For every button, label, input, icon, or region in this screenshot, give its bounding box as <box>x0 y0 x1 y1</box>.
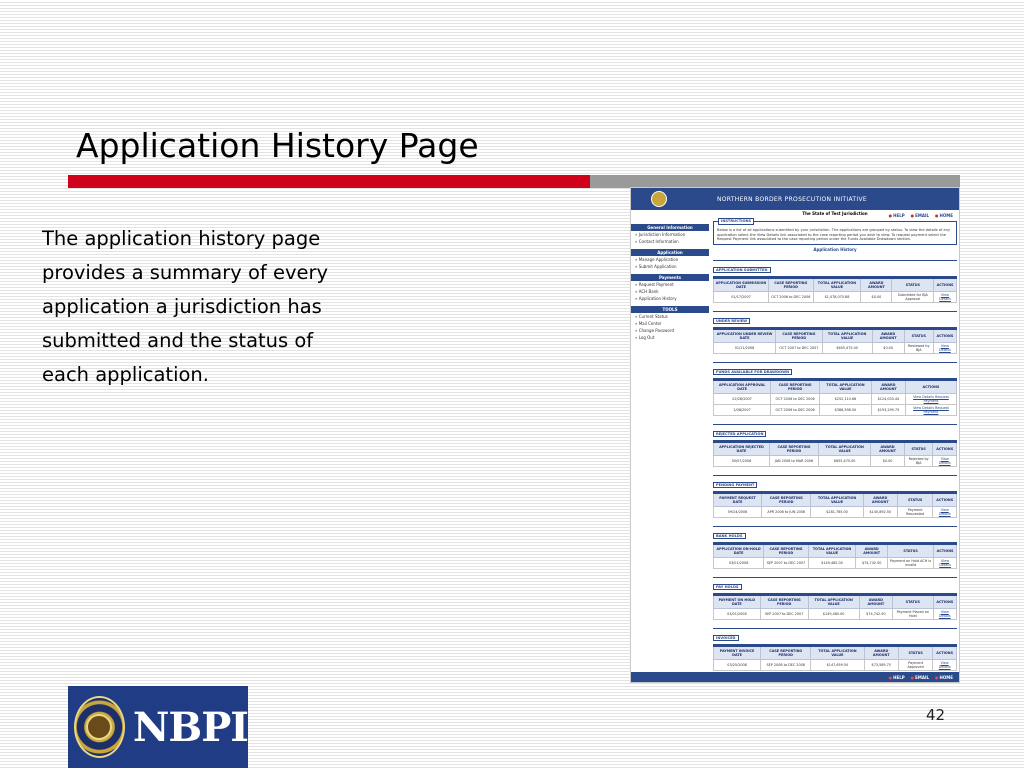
column-header: TOTAL APPLICATION VALUE <box>819 442 871 456</box>
history-section <box>713 358 957 416</box>
table-cell: APR 2006 to JUN 2006 <box>762 507 811 518</box>
sidebar-heading: TOOLS <box>631 306 709 313</box>
instructions-text: Below is a list of all applications submitted by your jurisdiction. The applications are grouped by status. To view the details of any application select the View Details link associated to the case reporting period you wish to view. To request payment select the Request Payment link associated to the case reporting period under the Funds Available Drawdown section. <box>717 228 951 242</box>
table-cell: OCT 2006 to DEC 2006 <box>771 394 820 405</box>
sidebar-item[interactable]: » ACH Bank <box>631 288 709 295</box>
column-header: STATUS <box>904 442 933 456</box>
table-cell: 09/24/2006 <box>714 507 762 518</box>
sidebar-item[interactable]: » Current Status <box>631 313 709 320</box>
table-cell: $193,299.75 <box>871 405 905 416</box>
history-section <box>713 522 957 569</box>
table-header-row <box>714 544 957 558</box>
slide-number: 42 <box>926 706 946 724</box>
history-table <box>713 542 957 569</box>
table-row <box>714 405 957 416</box>
link-home[interactable]: ● HOME <box>935 675 953 680</box>
view-details-link[interactable]: View Details <box>938 610 951 619</box>
view-details-link[interactable]: View Details Request Payment <box>913 395 949 404</box>
column-header: TOTAL APPLICATION VALUE <box>808 595 859 609</box>
table-cell: Payment on Hold ACH is invalid <box>888 558 934 569</box>
column-header: CASE REPORTING PERIOD <box>776 329 823 343</box>
section-label: INVOICED <box>713 635 739 641</box>
column-header: PAYMENT INVOICE DATE <box>714 646 761 660</box>
nbpi-logo <box>68 686 248 768</box>
column-header: STATUS <box>893 595 934 609</box>
jurisdiction-name: The State of Test Jurisdiction <box>802 211 868 216</box>
link-email[interactable]: ● EMAIL <box>911 675 929 680</box>
history-table <box>713 593 957 620</box>
table-cell: Reviewed by BJA <box>904 343 933 354</box>
history-sections <box>713 256 957 683</box>
table-cell: $386,598.50 <box>819 405 871 416</box>
column-header: STATUS <box>898 646 932 660</box>
sidebar-item[interactable]: » Log Out <box>631 334 709 341</box>
column-header: TOTAL APPLICATION VALUE <box>808 544 856 558</box>
sidebar-item[interactable]: » Manage Application <box>631 256 709 263</box>
table-cell: SEP 2007 to DEC 2007 <box>760 609 808 620</box>
table-cell: $74,742.50 <box>856 558 888 569</box>
view-details-link[interactable]: View Details <box>938 661 951 670</box>
table-header-row <box>714 278 957 292</box>
table-header-row <box>714 493 957 507</box>
view-details-link[interactable]: View Details <box>939 293 951 302</box>
table-cell: $0.00 <box>871 456 905 467</box>
column-header: AWARD AMOUNT <box>856 544 888 558</box>
sidebar-heading: General Information <box>631 224 709 231</box>
section-rule <box>713 475 957 476</box>
column-header: ACTIONS <box>933 646 957 660</box>
column-header: AWARD AMOUNT <box>872 329 904 343</box>
column-header: APPLICATION SUBMISSION DATE <box>714 278 769 292</box>
table-row <box>714 609 957 620</box>
column-header: TOTAL APPLICATION VALUE <box>813 278 861 292</box>
slide-body-text: The application history page provides a summary of every application a jurisdiction has submitted and the status of each application. <box>42 227 329 386</box>
table-header-row <box>714 595 957 609</box>
sidebar-item[interactable]: » Application History <box>631 295 709 302</box>
view-details-link[interactable]: View Details <box>939 344 951 353</box>
table-cell <box>933 660 957 671</box>
view-details-link[interactable]: View Details <box>938 508 951 517</box>
table-cell: 05/07/2006 <box>714 456 770 467</box>
table-cell <box>933 609 956 620</box>
section-rule <box>713 628 957 629</box>
table-cell: $140,892.50 <box>863 507 897 518</box>
column-header: ACTIONS <box>934 278 957 292</box>
column-header: STATUS <box>892 278 934 292</box>
table-cell: SEP 2008 to DEC 2008 <box>761 660 811 671</box>
view-details-link[interactable]: View Details <box>938 457 951 466</box>
sidebar-heading: Payments <box>631 274 709 281</box>
section-rule <box>713 577 957 578</box>
application-history-screenshot <box>630 187 960 683</box>
table-cell: $1,078,075.88 <box>813 292 861 303</box>
table-cell: $147,659.50 <box>811 660 864 671</box>
table-cell: Payment Placed on Hold <box>893 609 934 620</box>
sidebar-item[interactable]: » Jurisdiction Information <box>631 231 709 238</box>
table-cell <box>933 343 956 354</box>
table-cell: 02/28/2007 <box>714 394 771 405</box>
table-cell: $0.00 <box>872 343 904 354</box>
link-email[interactable]: ● EMAIL <box>911 213 929 218</box>
column-header: ACTIONS <box>905 380 956 394</box>
table-cell: $149,485.00 <box>808 609 859 620</box>
history-section <box>713 471 957 518</box>
view-details-link[interactable]: View Details <box>939 559 951 568</box>
table-row <box>714 558 957 569</box>
instructions-label: INSTRUCTIONS <box>718 218 754 225</box>
logo-text: NBPI <box>132 703 248 751</box>
section-label: APPLICATION SUBMITTED <box>713 267 771 273</box>
table-cell: Rejected by BJA <box>904 456 933 467</box>
table-cell: $655,475.00 <box>822 343 872 354</box>
view-details-link[interactable]: View Details Request Payment <box>913 406 949 415</box>
history-table <box>713 378 957 416</box>
table-cell <box>934 292 957 303</box>
sidebar-item[interactable]: » Contact Information <box>631 238 709 245</box>
column-header: AWARD AMOUNT <box>864 646 898 660</box>
table-cell: OCT 2006 to DEC 2006 <box>771 405 820 416</box>
section-label: REJECTED APPLICATION <box>713 431 766 437</box>
section-rule <box>713 311 957 312</box>
section-label: FUNDS AVAILABLE FOR DRAWDOWN <box>713 369 792 375</box>
section-rule <box>713 526 957 527</box>
history-section <box>713 256 957 303</box>
table-cell: Payment Requested <box>897 507 933 518</box>
column-header: STATUS <box>904 329 933 343</box>
page-heading: Application History <box>813 247 857 253</box>
table-row <box>714 394 957 405</box>
column-header: AWARD AMOUNT <box>859 595 892 609</box>
column-header: ACTIONS <box>933 493 957 507</box>
sidebar-item[interactable]: » Change Password <box>631 327 709 334</box>
table-row <box>714 456 957 467</box>
column-header: PAYMENT ON HOLD DATE <box>714 595 761 609</box>
column-header: CASE REPORTING PERIOD <box>769 442 818 456</box>
table-cell <box>934 558 957 569</box>
history-table <box>713 327 957 354</box>
column-header: TOTAL APPLICATION VALUE <box>811 493 863 507</box>
sidebar-item[interactable]: » Mail Center <box>631 320 709 327</box>
sidebar-nav <box>631 220 709 341</box>
table-header-row <box>714 380 957 394</box>
main-content <box>713 210 957 683</box>
column-header: CASE REPORTING PERIOD <box>764 544 809 558</box>
column-header: CASE REPORTING PERIOD <box>760 595 808 609</box>
column-header: CASE REPORTING PERIOD <box>768 278 813 292</box>
section-label: UNDER REVIEW <box>713 318 750 324</box>
title-underline-red <box>68 175 590 188</box>
table-row <box>714 343 957 354</box>
table-header-row <box>714 646 957 660</box>
instructions-box <box>713 221 957 245</box>
history-table <box>713 276 957 303</box>
table-cell <box>905 405 956 416</box>
column-header: CASE REPORTING PERIOD <box>762 493 811 507</box>
table-cell: $74,742.50 <box>859 609 892 620</box>
link-home[interactable]: ● HOME <box>935 213 953 218</box>
table-cell: Payment Approved <box>898 660 932 671</box>
table-cell: $655,475.00 <box>819 456 871 467</box>
column-header: ACTIONS <box>933 442 957 456</box>
slide-title: Application History Page <box>76 126 479 165</box>
column-header: AWARD AMOUNT <box>861 278 892 292</box>
column-header: TOTAL APPLICATION VALUE <box>819 380 871 394</box>
table-cell: JAN 2006 to MAR 2006 <box>769 456 818 467</box>
history-table <box>713 440 957 467</box>
table-cell: 03/01/2008 <box>714 558 764 569</box>
table-cell: 1/08/2007 <box>714 405 771 416</box>
table-row <box>714 292 957 303</box>
doj-seal-icon <box>74 696 125 758</box>
table-row <box>714 507 957 518</box>
column-header: STATUS <box>897 493 933 507</box>
app-header <box>631 188 959 210</box>
column-header: TOTAL APPLICATION VALUE <box>822 329 872 343</box>
column-header: APPLICATION APPROVAL DATE <box>714 380 771 394</box>
history-table <box>713 491 957 518</box>
table-cell: $252,110.68 <box>819 394 871 405</box>
footer-links <box>631 672 959 682</box>
table-cell: $149,485.00 <box>808 558 856 569</box>
history-section <box>713 624 957 671</box>
table-cell: $124,033.44 <box>871 394 905 405</box>
column-header: TOTAL APPLICATION VALUE <box>811 646 864 660</box>
app-header-title: NORTHERN BORDER PROSECUTION INITIATIVE <box>717 195 867 203</box>
column-header: ACTIONS <box>933 329 956 343</box>
table-cell <box>933 507 957 518</box>
table-cell: $73,589.75 <box>864 660 898 671</box>
sidebar-heading: Application <box>631 249 709 256</box>
column-header: ACTIONS <box>934 544 957 558</box>
section-label: PAY HOLDS <box>713 584 742 590</box>
section-rule <box>713 424 957 425</box>
table-cell: $0.00 <box>861 292 892 303</box>
section-rule <box>713 260 957 261</box>
table-cell: OCT 2006 to DEC 2006 <box>768 292 813 303</box>
table-cell: 01/11/2008 <box>714 343 776 354</box>
table-cell <box>933 456 957 467</box>
column-header: APPLICATION UNDER REVIEW DATE <box>714 329 776 343</box>
table-cell: 01/17/2007 <box>714 292 769 303</box>
table-header-row <box>714 442 957 456</box>
section-label: PENDING PAYMENT <box>713 482 757 488</box>
section-label: BANK HOLDS <box>713 533 746 539</box>
column-header: AWARD AMOUNT <box>863 493 897 507</box>
column-header: APPLICATION REJECTED DATE <box>714 442 770 456</box>
doj-seal-icon <box>651 191 667 207</box>
table-cell: 03/25/2008 <box>714 660 761 671</box>
table-cell: SEP 2007 to DEC 2007 <box>764 558 809 569</box>
column-header: AWARD AMOUNT <box>871 442 905 456</box>
section-rule <box>713 362 957 363</box>
link-help[interactable]: ● HELP <box>889 213 905 218</box>
column-header: AWARD AMOUNT <box>871 380 905 394</box>
table-row <box>714 660 957 671</box>
table-cell: $281,785.00 <box>811 507 863 518</box>
link-help[interactable]: ● HELP <box>889 675 905 680</box>
history-section <box>713 420 957 467</box>
column-header: CASE REPORTING PERIOD <box>761 646 811 660</box>
sidebar-item[interactable]: » Submit Application <box>631 263 709 270</box>
column-header: CASE REPORTING PERIOD <box>771 380 820 394</box>
table-cell <box>905 394 956 405</box>
column-header: APPLICATION ON-HOLD DATE <box>714 544 764 558</box>
history-section <box>713 307 957 354</box>
table-cell: OCT 2007 to DEC 2007 <box>776 343 823 354</box>
history-section <box>713 573 957 620</box>
history-table <box>713 644 957 671</box>
table-cell: Submitted for BJA Approval <box>892 292 934 303</box>
table-header-row <box>714 329 957 343</box>
column-header: ACTIONS <box>933 595 956 609</box>
column-header: STATUS <box>888 544 934 558</box>
sidebar-item[interactable]: » Request Payment <box>631 281 709 288</box>
table-cell: 03/01/2008 <box>714 609 761 620</box>
column-header: PAYMENT REQUEST DATE <box>714 493 762 507</box>
